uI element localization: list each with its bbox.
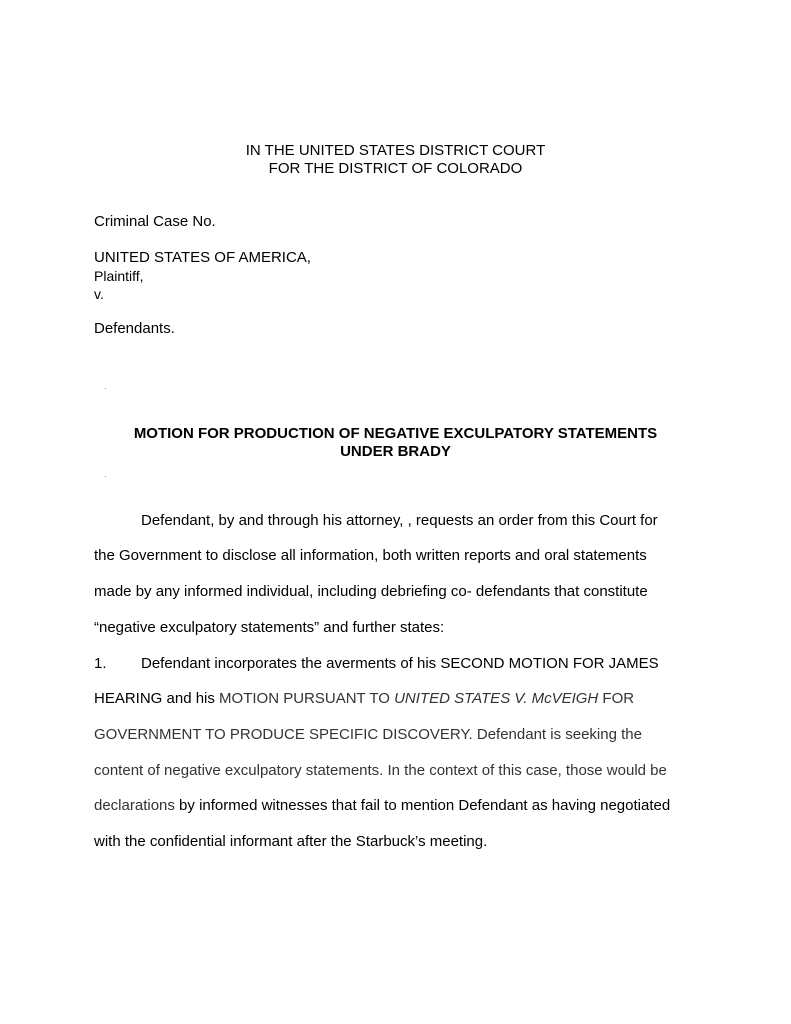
intro-line: “negative exculpatory statements” and further states: [94,619,445,636]
plaintiff-role: Plaintiff, [94,268,144,284]
intro-line: Defendant, by and through his attorney, , requests an order from this Court for [141,512,658,529]
paragraph-number: 1. [94,655,107,672]
paragraph-1-text: by informed witnesses that fail to mention Defendant as having negotiated [174,797,671,814]
intro-line: the Government to disclose all information, both written reports and oral statements [94,547,647,564]
paragraph-1-text: declarations [94,797,175,814]
versus: v. [94,286,104,302]
paragraph-1-line [94,690,634,708]
paragraph-1-line [94,797,670,815]
paragraph-1-text: HEARING and his [94,690,220,707]
stray-mark [105,388,106,389]
motion-title-line1: MOTION FOR PRODUCTION OF NEGATIVE EXCULPATORY STATEMENTS [133,425,658,442]
paragraph-1-text: FOR [598,690,635,707]
stray-mark [105,476,106,477]
motion-title-line2: UNDER BRADY [340,443,451,460]
paragraph-1-text: Defendant incorporates the averments of his SECOND MOTION FOR JAMES [141,655,659,672]
plaintiff-name: UNITED STATES OF AMERICA, [94,249,311,266]
paragraph-1-line: with the confidential informant after the Starbuck’s meeting. [94,833,488,850]
court-name-line2: FOR THE DISTRICT OF COLORADO [268,160,523,177]
defendants-label: Defendants. [94,320,175,337]
case-citation: UNITED STATES V. McVEIGH [394,690,599,707]
case-number: Criminal Case No. [94,213,216,230]
paragraph-1-line: GOVERNMENT TO PRODUCE SPECIFIC DISCOVERY. Defendant is seeking the [94,726,642,743]
paragraph-1-line [94,655,659,673]
paragraph-1-text: MOTION PURSUANT TO [219,690,395,707]
court-name-line1: IN THE UNITED STATES DISTRICT COURT [245,142,546,159]
intro-line: made by any informed individual, including debriefing co- defendants that constitute [94,583,648,600]
paragraph-1-line: content of negative exculpatory statements. In the context of this case, those would be [94,762,667,779]
